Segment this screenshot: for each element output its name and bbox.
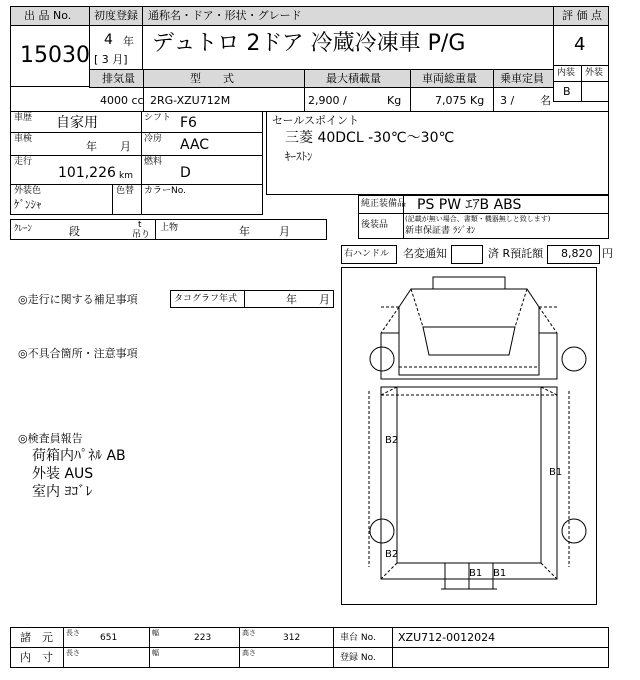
displacement: 4000 cc xyxy=(100,94,144,107)
info-row-line xyxy=(10,132,263,133)
sales-point-line2: ｷｰｽﾄﾝ xyxy=(285,150,313,163)
gross-weight: 7,075 Kg xyxy=(435,94,485,107)
model-code: 2RG-XZU712M xyxy=(150,94,231,107)
aftermarket-note: (記載が無い場合、書類・機器無しと致します) xyxy=(405,215,551,223)
crane-top-label: 上物 xyxy=(160,223,179,233)
recycle-amount: 8,820 xyxy=(561,247,593,260)
info-col-line xyxy=(141,111,142,184)
lot-number: 15030 xyxy=(20,43,90,68)
cargo-top-edge xyxy=(397,387,541,563)
dims-label: 諸 元 xyxy=(20,631,53,644)
shift-label: シフト xyxy=(144,113,172,123)
shift-value: F6 xyxy=(180,115,197,131)
max-load: 2,900 / xyxy=(308,94,347,107)
footer-col-line xyxy=(63,627,64,668)
mark-b2-lower: B2 xyxy=(385,549,399,560)
wheel-rear-left xyxy=(370,519,394,543)
steering-side: 右ハンドル xyxy=(344,249,390,259)
equipment-line xyxy=(358,213,609,214)
aftermarket-value: 新車保証書 ﾗｼﾞｵﾝ xyxy=(405,226,476,236)
reg-label: 初度登録 xyxy=(94,9,138,22)
reg-no-label: 登録 No. xyxy=(340,653,376,663)
sales-point-line1: 三菱 40DCL -30℃～30℃ xyxy=(285,130,455,146)
info-row-line xyxy=(10,155,263,156)
capacity: 3 / xyxy=(500,94,515,107)
crane-load-unit: t xyxy=(138,220,142,230)
width-label: 幅 xyxy=(152,629,159,637)
wheel-front-right xyxy=(562,347,586,371)
recycle-yen: 円 xyxy=(602,247,613,260)
recycle-label: 済 R預託額 xyxy=(488,247,544,260)
spec-divider xyxy=(493,69,494,112)
mark-b2-upper: B2 xyxy=(385,435,399,446)
mileage-value: 101,226 xyxy=(58,165,116,181)
height-value: 312 xyxy=(283,633,301,643)
spec-head-displacement: 排気量 xyxy=(102,72,135,85)
fuel-label: 燃料 xyxy=(144,157,163,167)
in-width-label: 幅 xyxy=(152,649,159,657)
info-col-line xyxy=(112,184,113,215)
cargo-box xyxy=(381,387,557,579)
equipment-value: PS PW ｴｱB ABS xyxy=(417,197,522,213)
ac-label: 冷房 xyxy=(144,134,163,144)
exterior-label: 外装 xyxy=(585,68,604,78)
tacho-label: タコグラフ年式 xyxy=(174,294,238,304)
length-label: 長さ xyxy=(66,629,80,637)
height-label: 高さ xyxy=(242,629,256,637)
exterior-grade-cell xyxy=(581,81,609,102)
spec-divider xyxy=(410,69,411,112)
in-length-label: 長さ xyxy=(66,649,80,657)
crane-year: 年 xyxy=(239,225,250,238)
info-frame xyxy=(10,111,263,215)
cab-outline xyxy=(399,289,539,375)
inspector-line: 荷箱内ﾊﾟﾈﾙ AB xyxy=(32,448,126,464)
driving-notes-label: ◎走行に関する補足事項 xyxy=(18,293,138,306)
footer-col-line xyxy=(239,627,240,668)
aftermarket-label: 後装品 xyxy=(361,220,389,230)
footer-col-line xyxy=(333,627,334,668)
wheel-front-left xyxy=(370,347,394,371)
cab-roof xyxy=(433,277,505,289)
ac-value: AAC xyxy=(180,137,210,153)
reg-year: 4 xyxy=(104,32,113,48)
info-row-line xyxy=(10,184,263,185)
mark-b1-right: B1 xyxy=(549,467,563,478)
reg-year-unit: 年 xyxy=(123,35,134,48)
wheel-rear-right xyxy=(562,519,586,543)
mileage-unit: km xyxy=(119,171,133,181)
crane-month: 月 xyxy=(279,225,290,238)
spec-divider xyxy=(304,69,305,112)
score-label: 評 価 点 xyxy=(562,9,602,22)
spec-head-load: 最大積載量 xyxy=(326,72,381,85)
history-value: 自家用 xyxy=(56,115,98,131)
mark-b1-rear-right: B1 xyxy=(493,568,507,579)
interior-label: 内装 xyxy=(557,68,576,78)
car-title: デュトロ 2ドア 冷蔵冷凍車 P/G xyxy=(152,31,466,56)
cab-pillars xyxy=(381,289,557,333)
cab-panel-lines xyxy=(381,307,557,367)
change-notice: 名変通知 xyxy=(403,247,447,260)
color-code-label: カラーNo. xyxy=(144,186,186,196)
cargo-side-lines xyxy=(369,391,569,567)
truck-diagram xyxy=(341,267,597,605)
mileage-label: 走行 xyxy=(14,157,33,167)
tacho-divider xyxy=(244,290,245,308)
history-label: 車歴 xyxy=(14,113,33,123)
width-value: 223 xyxy=(194,633,212,643)
inspector-label: ◎検査員報告 xyxy=(18,432,83,445)
crane-step: 段 xyxy=(69,225,80,238)
crane-lift: 吊り xyxy=(132,230,151,240)
chassis-label: 車台 No. xyxy=(340,633,376,643)
in-height-label: 高さ xyxy=(242,649,256,657)
defects-label: ◎不具合箇所・注意事項 xyxy=(18,347,138,360)
footer-col-line xyxy=(392,627,393,668)
color-label: 外装色 xyxy=(14,186,42,196)
inspector-line: 室内 ﾖｺﾞﾚ xyxy=(32,484,93,500)
interior-dims-label: 内 寸 xyxy=(20,651,53,664)
color-no-label: 色替 xyxy=(116,186,135,196)
spec-head-row xyxy=(89,69,554,88)
fuel-value: D xyxy=(180,165,191,181)
footer-col-line xyxy=(149,627,150,668)
cargo-inner-lines xyxy=(381,387,557,579)
inspection-label: 車検 xyxy=(14,134,33,144)
lot-label: 出 品 No. xyxy=(24,9,72,22)
hood xyxy=(381,333,557,379)
crane-label: ｸﾚｰﾝ xyxy=(14,224,33,234)
info-col-line xyxy=(141,184,142,215)
max-load-unit: Kg xyxy=(387,94,402,107)
score-value: 4 xyxy=(574,34,586,55)
inspector-line: 外装 AUS xyxy=(32,466,94,482)
mark-b1-rear-left: B1 xyxy=(469,568,483,579)
windshield xyxy=(423,327,515,355)
equipment-label: 純正装備品 xyxy=(361,199,407,209)
sales-point-label: セールスポイント xyxy=(272,114,360,127)
capacity-unit: 名 xyxy=(540,94,551,107)
spec-head-capacity: 乗車定員 xyxy=(500,72,544,85)
length-value: 651 xyxy=(100,633,118,643)
tacho-month: 月 xyxy=(319,293,330,306)
crane-divider xyxy=(155,219,156,240)
interior-grade: B xyxy=(563,85,571,98)
footer-row-line xyxy=(10,647,609,648)
model-head-label: 通称名・ドア・形状・グレード xyxy=(148,9,302,22)
color-value: ｹﾞﾝｼｬ xyxy=(14,198,42,211)
inspection-year: 年 xyxy=(86,140,97,153)
spec-head-model: 型 式 xyxy=(190,72,234,85)
reg-month: [ 3 月] xyxy=(94,53,128,66)
chassis-value: XZU712-0012024 xyxy=(398,631,496,644)
change-notice-cell xyxy=(451,245,483,264)
inspection-month: 月 xyxy=(120,140,131,153)
tacho-year: 年 xyxy=(286,293,297,306)
spec-head-weight: 車両総重量 xyxy=(422,72,477,85)
